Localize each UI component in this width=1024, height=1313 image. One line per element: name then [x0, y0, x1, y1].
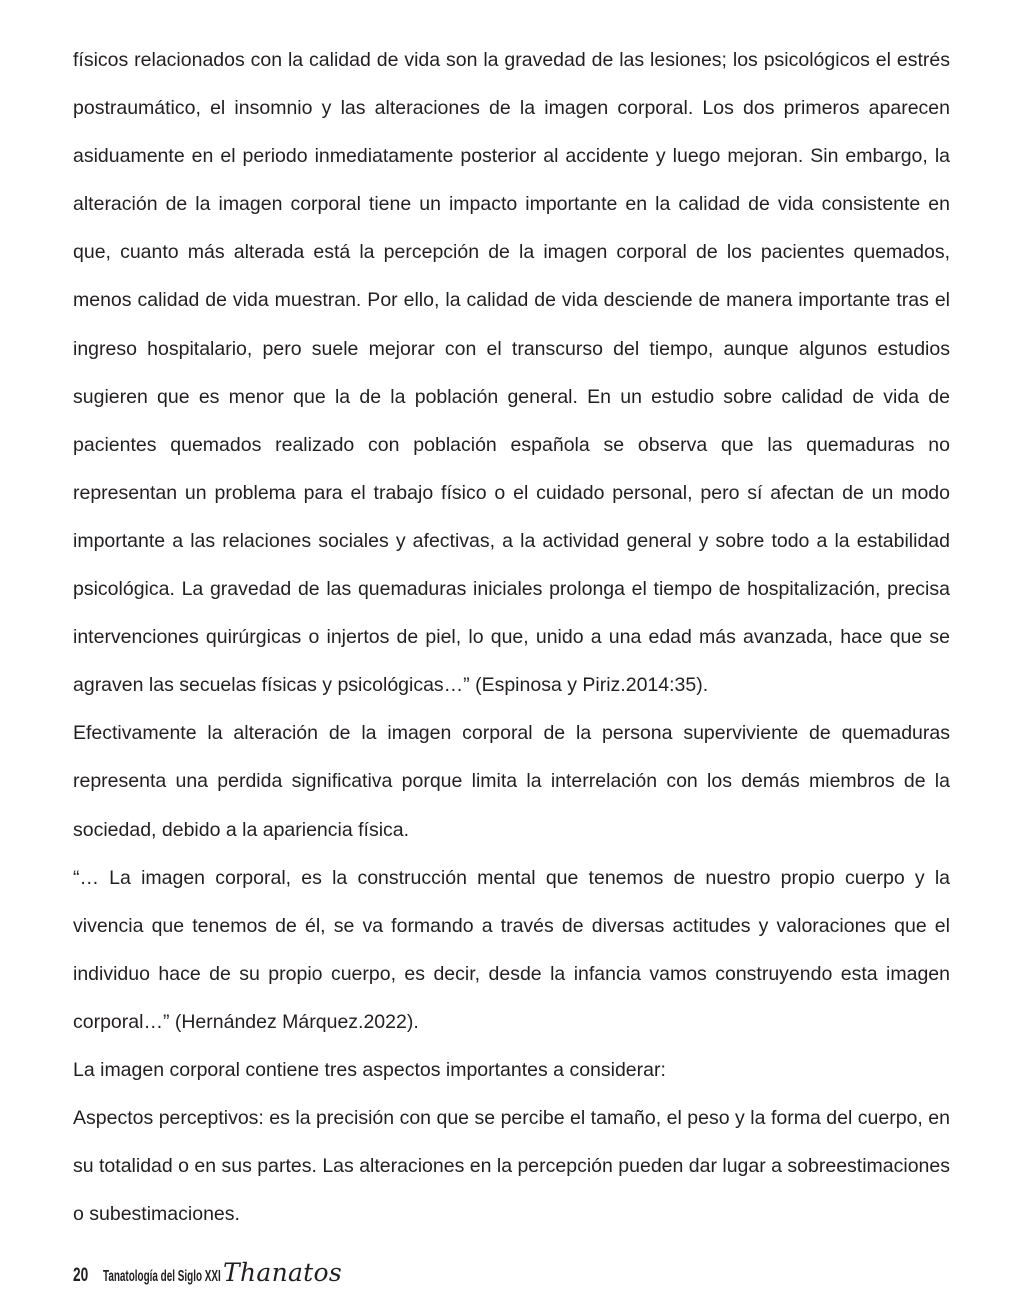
paragraph-body-image-loss: Efectivamente la alteración de la imagen corporal de la persona superviviente de quemaduras representa una perdida significativa porque limita la interrelación con los demás miembros de la sociedad, debido a la apariencia física. — [73, 722, 950, 841]
thanatos-logo: Thanatos — [223, 1258, 343, 1287]
paragraph-perceptual-aspects: Aspectos perceptivos: es la precisión con que se percibe el tamaño, el peso y la forma del cuerpo, en su totalidad o en sus partes. Las alteraciones en la percepción pueden dar lugar a sobreestimaciones o subestimaciones. — [73, 1107, 950, 1226]
body-text — [73, 36, 950, 1238]
page-footer — [73, 1258, 342, 1298]
paragraph-three-aspects-intro: La imagen corporal contiene tres aspectos importantes a considerar: — [73, 1058, 666, 1081]
page-number: 20 — [73, 1265, 89, 1286]
journal-name: Tanatología del Siglo XXI — [103, 1268, 221, 1285]
paragraph-body-image-definition: “… La imagen corporal, es la construcción mental que tenemos de nuestro propio cuerpo y la vivencia que tenemos de él, se va formando a través de diversas actitudes y valoraciones que el individuo hace de su propio cuerpo, es decir, desde la infancia vamos construyendo esta imagen corporal…” (Hernández Márquez.2022). — [73, 866, 950, 1033]
paragraph-burn-quality-of-life: físicos relacionados con la calidad de vida son la gravedad de las lesiones; los psicológicos el estrés postraumático, el insomnio y las alteraciones de la imagen corporal. Los dos primeros aparecen asiduamente en el periodo inmediatamente posterior al accidente y luego mejoran. Sin embargo, la alteración de la imagen corporal tiene un impacto importante en la calidad de vida consistente en que, cuanto más alterada está la percepción de la imagen corporal de los pacientes quemados, menos calidad de vida muestran. Por ello, la calidad de vida desciende de manera importante tras el ingreso hospitalario, pero suele mejorar con el transcurso del tiempo, aunque algunos estudios sugieren que es menor que la de la población general. En un estudio sobre calidad de vida de pacientes quemados realizado con población española se observa que las quemaduras no representan un problema para el trabajo físico o el cuidado personal, pero sí afectan de un modo importante a las relaciones sociales y afectivas, a la actividad general y sobre todo a la estabilidad psicológica. La gravedad de las quemaduras iniciales prolonga el tiempo de hospitalización, precisa intervenciones quirúrgicas o injertos de piel, lo que, unido a una edad más avanzada, hace que se agraven las secuelas físicas y psicológicas…” (Espinosa y Piriz.2014:35). — [73, 49, 950, 697]
